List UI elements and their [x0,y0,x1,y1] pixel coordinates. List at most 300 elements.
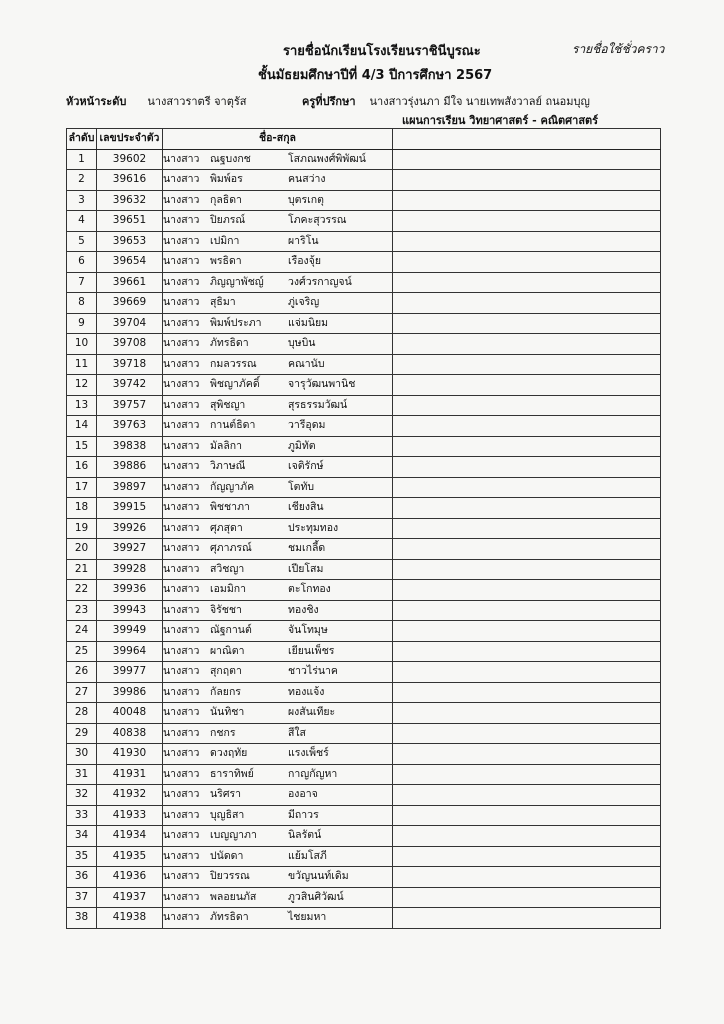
name-first: ผาณิตา [210,644,245,657]
student-id: 39943 [97,600,163,621]
blank-cell [393,539,661,560]
student-id: 39651 [97,211,163,232]
name-prefix: นางสาว [163,890,200,903]
blank-cell [393,846,661,867]
student-id: 41937 [97,887,163,908]
blank-cell [393,682,661,703]
student-roster-table [66,128,661,929]
student-name [163,293,393,314]
advisor-label: ครูที่ปรึกษา [302,95,356,108]
student-name [163,334,393,355]
table-row [67,354,661,375]
table-row [67,764,661,785]
name-first: พิมพ์อร [210,173,243,185]
name-first: นริศรา [210,788,242,800]
blank-cell [393,211,661,232]
name-last: เรืองจุ้ย [288,255,321,267]
student-id: 39632 [97,190,163,211]
name-first: วิภาษณี [210,460,246,472]
row-number: 38 [67,908,97,929]
student-id: 39653 [97,231,163,252]
table-row [67,436,661,457]
blank-cell [393,436,661,457]
student-name [163,170,393,191]
name-first: กัลยกร [210,685,241,698]
row-number: 17 [67,477,97,498]
table-row [67,723,661,744]
blank-cell [393,354,661,375]
row-number: 36 [67,867,97,888]
student-id: 41935 [97,846,163,867]
name-prefix: นางสาว [163,603,200,616]
blank-cell [393,190,661,211]
name-last: สุรธรรมวัฒน์ [288,398,348,411]
blank-cell [393,764,661,785]
student-name [163,805,393,826]
row-number: 21 [67,559,97,580]
col-header-full-name: ชื่อ-สกุล [163,129,393,150]
table-row [67,867,661,888]
name-last: ไชยมหา [288,911,327,923]
blank-cell [393,149,661,170]
student-name [163,867,393,888]
temporary-list-note: รายชื่อใช้ชั่วคราว [572,42,665,56]
table-row [67,580,661,601]
blank-cell [393,621,661,642]
name-first: ณฐบงกช [210,152,251,165]
student-id: 39927 [97,539,163,560]
roster-body [67,149,661,928]
student-id: 39977 [97,662,163,683]
student-id: 39669 [97,293,163,314]
name-prefix: นางสาว [163,275,200,288]
student-name [163,785,393,806]
table-row [67,662,661,683]
student-name [163,641,393,662]
student-name [163,908,393,929]
name-prefix: นางสาว [163,337,200,349]
row-number: 9 [67,313,97,334]
row-number: 37 [67,887,97,908]
name-last: ภูมิทัต [288,439,316,452]
table-row [67,518,661,539]
name-prefix: นางสาว [163,296,200,308]
name-first: บุญธิสา [210,808,245,821]
name-first: ณัฐกานต์ [210,624,252,636]
table-row [67,805,661,826]
student-id: 39718 [97,354,163,375]
row-number: 23 [67,600,97,621]
name-first: ภิญญาพัชญ์ [210,275,264,288]
blank-cell [393,600,661,621]
student-id: 39602 [97,149,163,170]
document-title: รายชื่อนักเรียนโรงเรียนราชินีบูรณะ [283,44,481,59]
name-first: ปิยภรณ์ [210,214,246,226]
name-prefix: นางสาว [163,747,200,759]
row-number: 13 [67,395,97,416]
table-row [67,846,661,867]
table-row [67,682,661,703]
row-number: 35 [67,846,97,867]
row-number: 22 [67,580,97,601]
row-number: 3 [67,190,97,211]
student-id: 39742 [97,375,163,396]
row-number: 25 [67,641,97,662]
name-first: ภัทรธิดา [210,911,249,923]
name-prefix: นางสาว [163,378,200,390]
student-id: 39661 [97,272,163,293]
student-id: 41933 [97,805,163,826]
blank-cell [393,334,661,355]
table-row [67,477,661,498]
name-prefix: นางสาว [163,542,200,554]
table-row [67,908,661,929]
name-last: ประทุมทอง [288,521,339,534]
level-head-name: นางสาวราตรี จาตุรัส [147,95,247,108]
blank-cell [393,580,661,601]
student-name [163,682,393,703]
row-number: 30 [67,744,97,765]
class-and-year: ชั้นมัธยมศึกษาปีที่ 4/3 ปีการศึกษา 2567 [258,68,493,83]
name-last: เชียงสิน [288,501,324,513]
student-id: 39886 [97,457,163,478]
student-id: 41934 [97,826,163,847]
name-prefix: นางสาว [163,173,200,185]
name-first: ภัทรธิดา [210,337,249,349]
table-row [67,744,661,765]
name-first: สวิชญา [210,562,245,575]
table-row [67,416,661,437]
row-number: 19 [67,518,97,539]
blank-cell [393,395,661,416]
name-prefix: นางสาว [163,583,200,595]
name-last: บุตรเกตุ [288,193,324,206]
name-prefix: นางสาว [163,152,200,165]
student-name [163,826,393,847]
student-id: 41938 [97,908,163,929]
name-prefix: นางสาว [163,911,200,923]
student-id: 39986 [97,682,163,703]
student-name [163,887,393,908]
row-number: 5 [67,231,97,252]
name-prefix: นางสาว [163,706,200,718]
row-number: 11 [67,354,97,375]
name-prefix: นางสาว [163,624,200,636]
row-number: 27 [67,682,97,703]
student-id: 39838 [97,436,163,457]
blank-cell [393,170,661,191]
student-name [163,457,393,478]
student-id: 39704 [97,313,163,334]
row-number: 10 [67,334,97,355]
name-first: เอมมิกา [210,583,246,595]
name-last: ผงสันเทียะ [288,706,336,718]
table-row [67,559,661,580]
table-row [67,498,661,519]
name-first: สุกฤตา [210,665,242,677]
table-row [67,395,661,416]
name-prefix: นางสาว [163,419,200,431]
table-row [67,272,661,293]
name-first: มัลลิกา [210,439,243,452]
name-prefix: นางสาว [163,644,200,657]
student-id: 41930 [97,744,163,765]
name-prefix: นางสาว [163,870,200,882]
student-id: 39964 [97,641,163,662]
blank-cell [393,703,661,724]
row-number: 28 [67,703,97,724]
name-last: โตทับ [288,480,315,493]
name-prefix: นางสาว [163,214,200,226]
row-number: 8 [67,293,97,314]
table-row [67,293,661,314]
name-last: ภูวสินศิวัฒน์ [288,890,344,903]
name-prefix: นางสาว [163,767,200,780]
name-last: ตะโกทอง [288,583,331,595]
name-last: มีถาวร [288,808,319,821]
name-prefix: นางสาว [163,460,200,472]
name-prefix: นางสาว [163,255,200,267]
blank-cell [393,375,661,396]
name-last: ขวัญนนท์เดิม [288,870,349,882]
student-name [163,846,393,867]
student-id: 39616 [97,170,163,191]
name-last: แย้มโสภี [288,849,327,862]
student-id: 39654 [97,252,163,273]
name-last: คณานับ [288,357,325,370]
name-first: พิชชาภา [210,501,250,513]
student-id: 39915 [97,498,163,519]
row-number: 26 [67,662,97,683]
name-last: กาญกัญหา [288,767,338,780]
student-name [163,211,393,232]
student-name [163,190,393,211]
row-number: 32 [67,785,97,806]
advisor-names: นางสาวรุ่งนภา มีใจ นายเทพสังวาลย์ ถนอมบุญ [369,95,590,108]
name-prefix: นางสาว [163,726,200,739]
name-prefix: นางสาว [163,439,200,452]
name-prefix: นางสาว [163,521,200,534]
student-name [163,703,393,724]
name-last: คนสว่าง [288,173,326,185]
table-row [67,887,661,908]
table-row [67,149,661,170]
col-header-blank [393,129,661,150]
table-row [67,313,661,334]
name-last: ผาริโน [288,234,319,247]
student-id: 39757 [97,395,163,416]
blank-cell [393,641,661,662]
name-last: ทองแจ้ง [288,685,325,698]
name-prefix: นางสาว [163,562,200,575]
student-id: 39928 [97,559,163,580]
student-name [163,416,393,437]
blank-cell [393,867,661,888]
name-last: นิลรัตน์ [288,829,322,841]
blank-cell [393,457,661,478]
name-first: เบญญาภา [210,829,257,841]
student-name [163,395,393,416]
name-first: ปนัดดา [210,849,244,862]
name-first: นันทิชา [210,706,245,718]
student-id: 41931 [97,764,163,785]
name-first: พรธิดา [210,255,242,267]
student-name [163,498,393,519]
student-name [163,477,393,498]
student-name [163,764,393,785]
row-number: 34 [67,826,97,847]
name-last: ชาวไร่นาค [288,665,338,677]
table-row [67,539,661,560]
student-id: 39949 [97,621,163,642]
name-last: เปียโสม [288,562,324,575]
student-id: 40838 [97,723,163,744]
student-name [163,744,393,765]
name-first: ศุภาภรณ์ [210,542,252,554]
name-first: กานต์ธิดา [210,419,256,431]
blank-cell [393,662,661,683]
name-first: ปิยวรรณ [210,870,250,882]
blank-cell [393,887,661,908]
table-row [67,231,661,252]
row-number: 24 [67,621,97,642]
student-name [163,662,393,683]
name-last: แรงเพ็ชร์ [288,747,329,759]
name-last: ภู่เจริญ [288,296,320,308]
name-last: วงศ์วรกาญจน์ [288,275,352,288]
student-id: 39897 [97,477,163,498]
name-prefix: นางสาว [163,685,200,698]
blank-cell [393,518,661,539]
blank-cell [393,805,661,826]
row-number: 15 [67,436,97,457]
blank-cell [393,723,661,744]
row-number: 1 [67,149,97,170]
row-number: 29 [67,723,97,744]
row-number: 6 [67,252,97,273]
table-row [67,826,661,847]
student-id: 41932 [97,785,163,806]
blank-cell [393,744,661,765]
name-last: เจติรักษ์ [288,460,324,472]
col-header-number: ลำดับ [67,129,97,150]
table-row [67,211,661,232]
table-row [67,703,661,724]
name-first: จิรัชชา [210,603,242,616]
study-plan: แผนการเรียน วิทยาศาสตร์ - คณิตศาสตร์ [402,114,599,127]
row-number: 18 [67,498,97,519]
student-id: 41936 [97,867,163,888]
student-name [163,252,393,273]
blank-cell [393,252,661,273]
student-name [163,621,393,642]
name-last: จารุวัฒนพานิช [288,378,356,390]
name-last: โภคะสุวรรณ [288,214,347,226]
name-first: ธาราทิพย์ [210,767,254,780]
name-first: พิชญาภัคดิ์ [210,378,260,390]
student-name [163,313,393,334]
advisors [302,92,590,110]
name-last: องอาจ [288,788,318,800]
name-prefix: นางสาว [163,193,200,206]
student-name [163,272,393,293]
student-name [163,723,393,744]
level-head [66,92,246,110]
name-last: สีใส [288,726,306,739]
name-prefix: นางสาว [163,398,200,411]
table-row [67,252,661,273]
name-first: กมลวรรณ [210,357,257,370]
name-last: วารีอุดม [288,419,326,431]
student-id: 39708 [97,334,163,355]
student-name [163,600,393,621]
name-prefix: นางสาว [163,849,200,862]
row-number: 16 [67,457,97,478]
table-header-row [67,129,661,150]
col-header-student-id: เลขประจำตัว [97,129,163,150]
table-row [67,190,661,211]
blank-cell [393,826,661,847]
student-id: 39936 [97,580,163,601]
table-row [67,334,661,355]
student-id: 39763 [97,416,163,437]
student-name [163,149,393,170]
row-number: 2 [67,170,97,191]
name-first: พิมพ์ประภา [210,316,262,329]
blank-cell [393,559,661,580]
name-prefix: นางสาว [163,501,200,513]
name-prefix: นางสาว [163,480,200,493]
name-first: ดวงฤทัย [210,747,248,759]
table-row [67,457,661,478]
level-head-label: หัวหน้าระดับ [66,95,127,108]
row-number: 31 [67,764,97,785]
student-name [163,436,393,457]
row-number: 7 [67,272,97,293]
blank-cell [393,231,661,252]
student-name [163,231,393,252]
name-last: แจ่มนิยม [288,316,329,329]
name-prefix: นางสาว [163,808,200,821]
student-id: 40048 [97,703,163,724]
name-first: เปมิกา [210,234,240,247]
blank-cell [393,908,661,929]
student-name [163,518,393,539]
student-name [163,559,393,580]
table-row [67,641,661,662]
name-prefix: นางสาว [163,357,200,370]
name-prefix: นางสาว [163,788,200,800]
row-number: 12 [67,375,97,396]
row-number: 14 [67,416,97,437]
blank-cell [393,498,661,519]
table-row [67,621,661,642]
blank-cell [393,785,661,806]
name-prefix: นางสาว [163,665,200,677]
name-first: กชกร [210,726,236,739]
name-first: สุธิมา [210,296,236,308]
name-prefix: นางสาว [163,234,200,247]
student-name [163,354,393,375]
student-name [163,375,393,396]
blank-cell [393,477,661,498]
blank-cell [393,416,661,437]
name-last: จันโทมุษ [288,624,328,636]
name-first: สุพิชญา [210,398,246,411]
name-first: ศุภสุดา [210,521,243,534]
name-last: ทองชิง [288,603,319,616]
name-first: กุลธิดา [210,193,242,206]
